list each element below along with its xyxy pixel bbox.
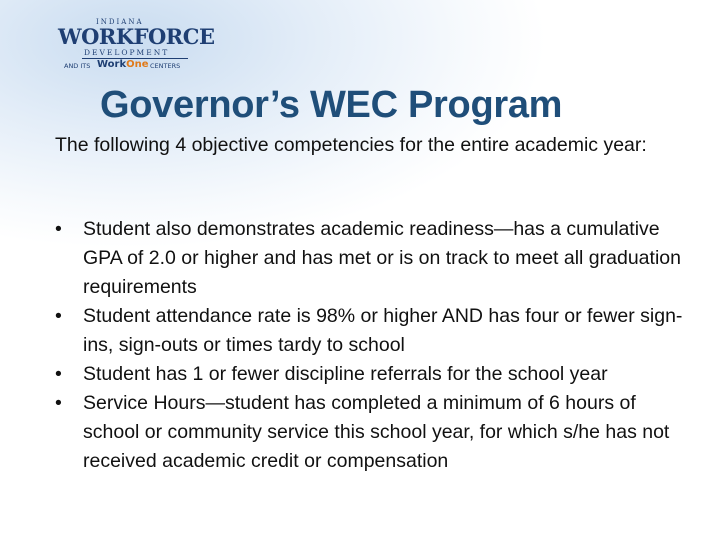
logo-development-text: DEVELOPMENT [84,48,170,57]
indiana-workforce-development-logo [58,18,215,78]
list-item [55,215,695,302]
bullet-icon: • [55,363,62,385]
list-item-text: Service Hours—student has completed a minimum of 6 hours of school or community service this school year, for which s/he has not received academic credit or compensation [83,392,670,472]
bullet-icon: • [55,392,62,414]
bullet-icon: • [55,305,62,327]
logo-and-its-text: AND ITS [64,62,91,70]
logo-workone-text: WorkOne [97,59,149,70]
logo-workforce-text: WORKFORCE [58,24,215,49]
list-item [55,389,695,476]
slide-title: Governor’s WEC Program [100,84,563,126]
list-item-text: Student attendance rate is 98% or higher AND has four or fewer sign-ins, sign-outs or times tardy to school [83,305,683,356]
logo-centers-text: CENTERS [150,62,181,70]
list-item [55,302,695,360]
bullet-icon: • [55,218,62,240]
competency-list [55,215,695,476]
intro-text: The following 4 objective competencies for the entire academic year: [55,134,647,156]
list-item-text: Student has 1 or fewer discipline referrals for the school year [83,363,608,385]
list-item-text: Student also demonstrates academic readiness—has a cumulative GPA of 2.0 or higher and has met or is on track to meet all graduation requirements [83,218,681,298]
list-item [55,360,695,389]
logo-indiana-text: INDIANA [96,18,144,26]
